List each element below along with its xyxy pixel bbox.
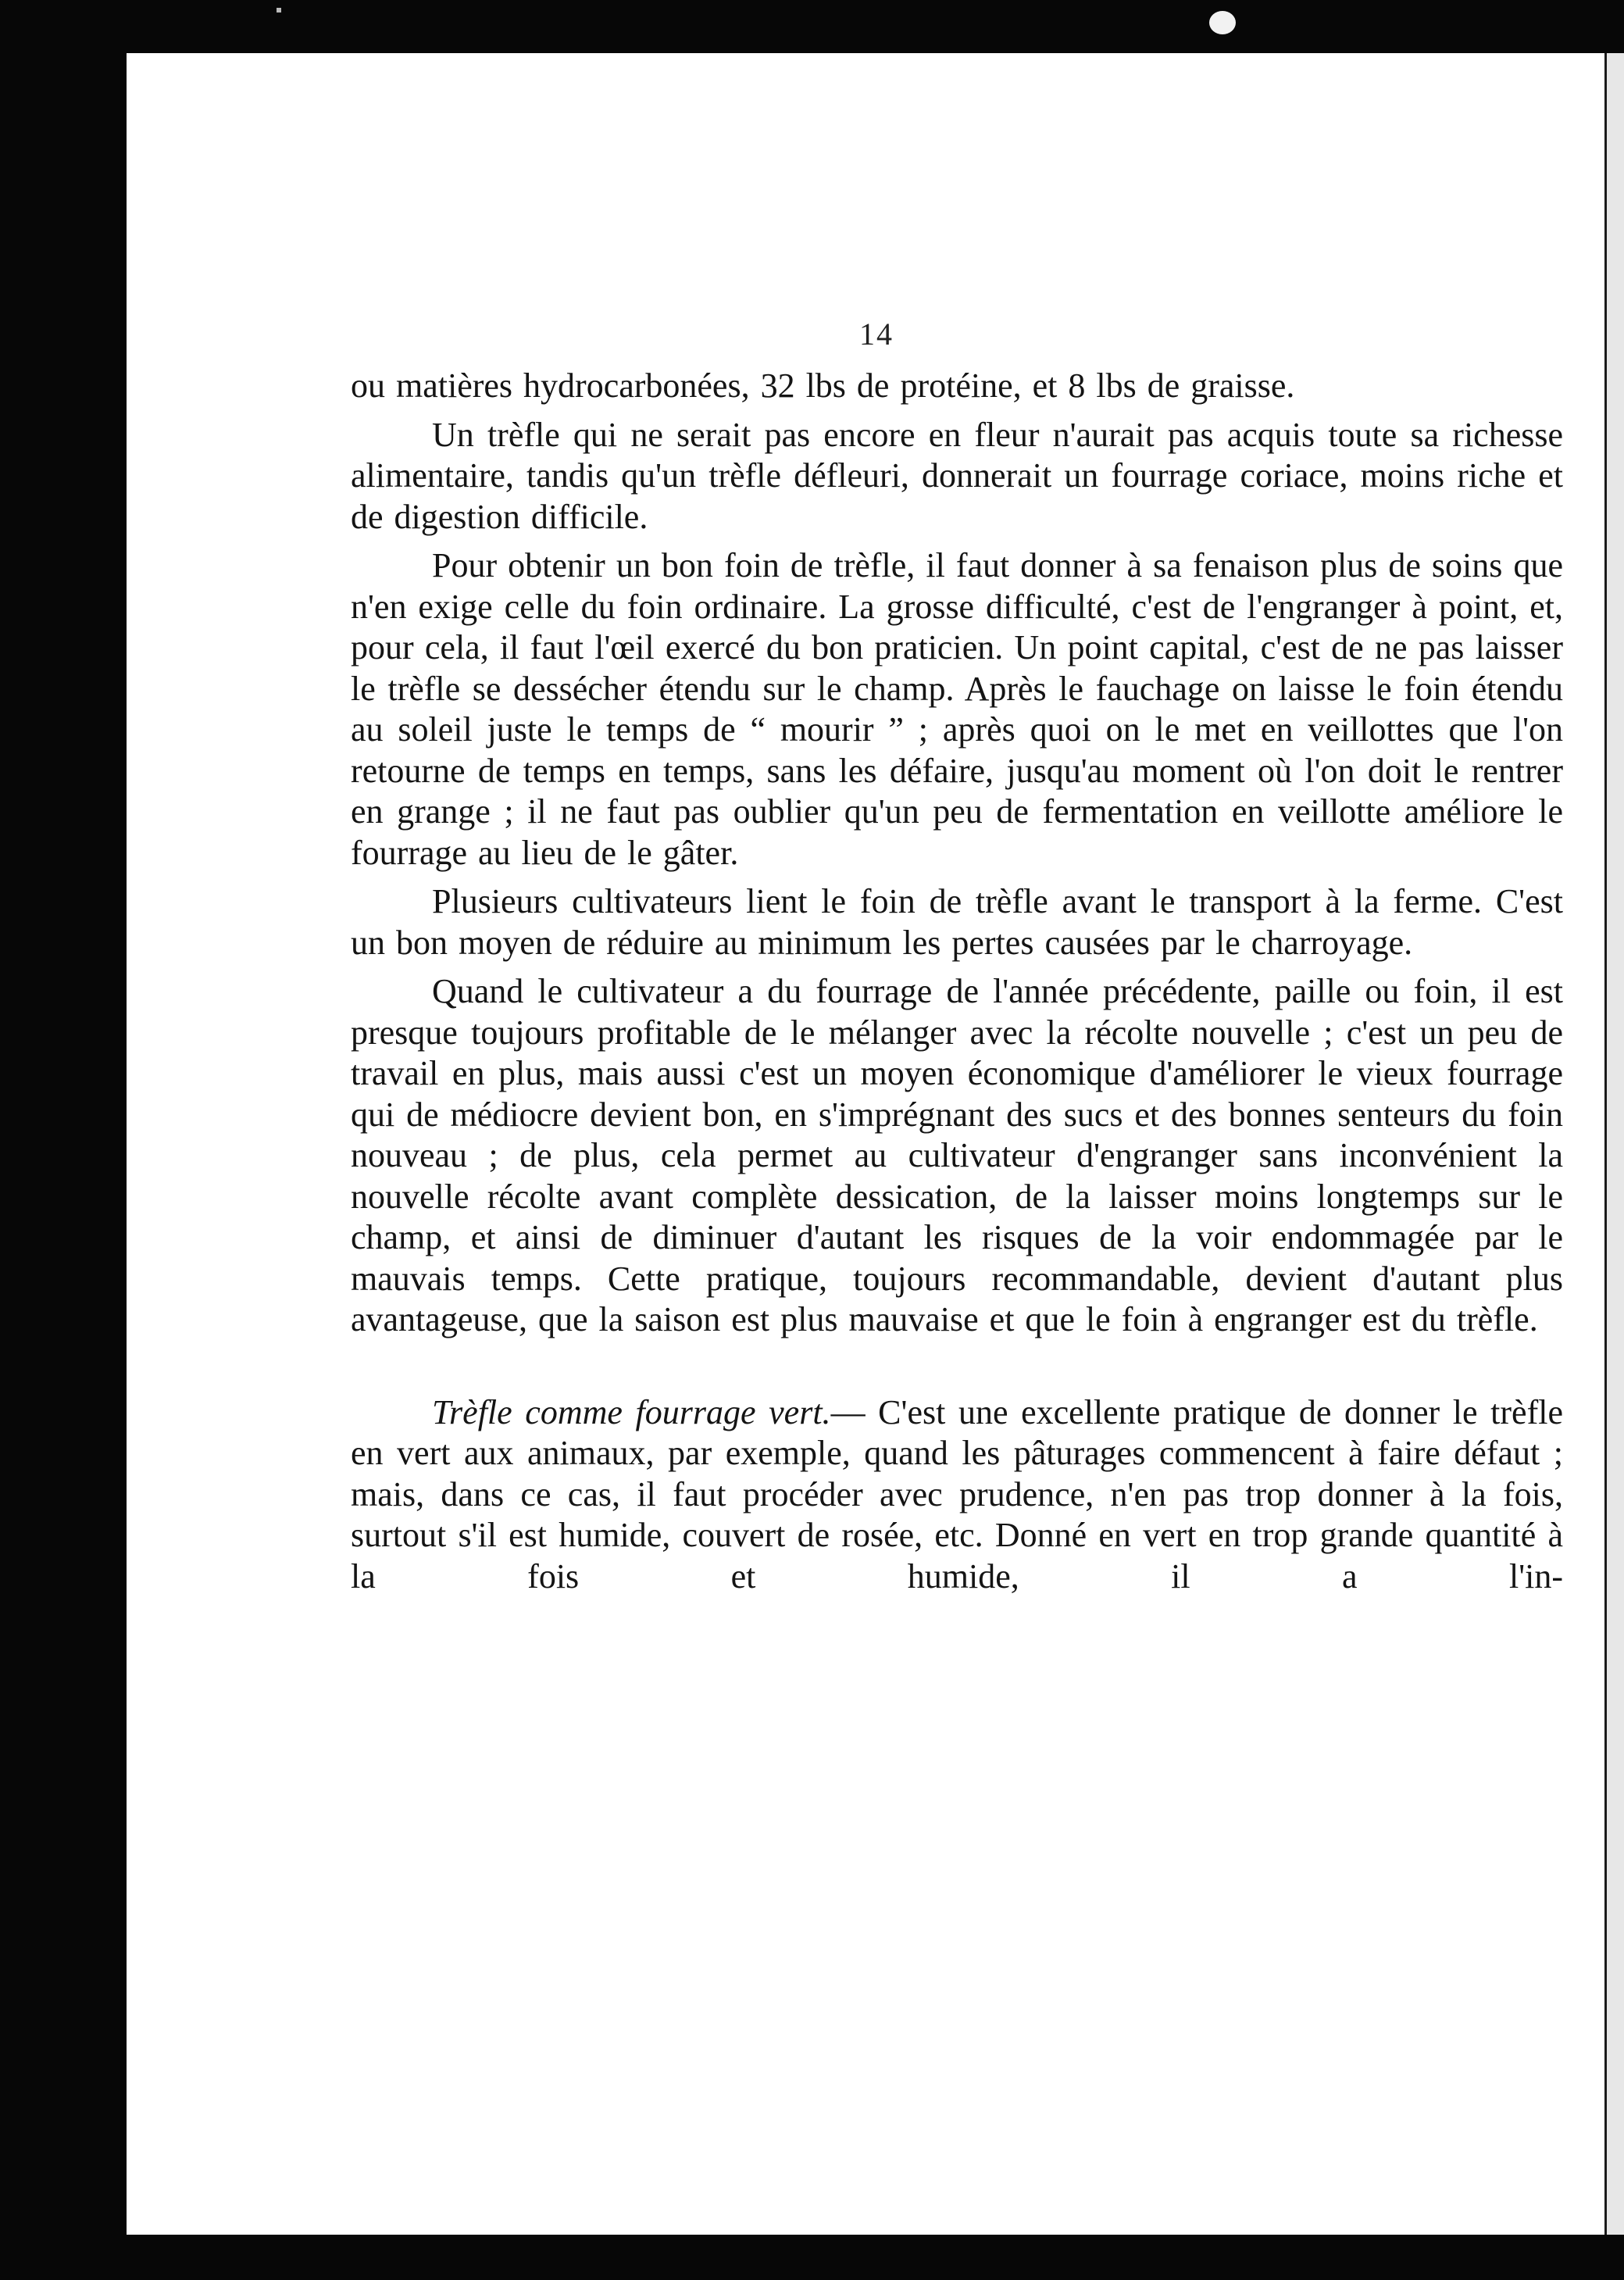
body-text: [351, 366, 1563, 1597]
section-heading: Trèfle comme fourrage vert.: [432, 1392, 831, 1431]
paragraph-text: ou matières hydrocarbonées, 32 lbs de protéine, et 8 lbs de graisse.: [351, 366, 1295, 405]
document-page: [127, 53, 1605, 2235]
paragraph-melange-fourrage: [351, 971, 1563, 1341]
paragraph-text: Pour obtenir un bon foin de trèfle, il faut donner à sa fenaison plus de soins que n'en exige celle du foin ordinaire. La grosse difficulté, c'est de l'engranger à point, et, pour cela, il faut l'œil exercé du bon praticien. Un point capital, c'est de ne pas laisser le trèfle se dessécher étendu sur le champ. Après le fauchage on laisse le foin étendu au soleil juste le temps de “ mourir ” ; après quoi on le met en veillottes que l'on retourne de temps en temps, sans les défaire, jusqu'au moment où l'on doit le rentrer en grange ; il ne faut pas oublier qu'un peu de fermentation en veillotte améliore le fourrage au lieu de le gâter.: [351, 546, 1563, 872]
paragraph-text: Plusieurs cultivateurs lient le foin de trèfle avant le transport à la ferme. C'est un bon moyen de réduire au minimum les pertes causées par le charroyage.: [351, 882, 1563, 962]
scan-dust-mark: [277, 8, 281, 13]
paragraph-text: Un trèfle qui ne serait pas encore en fleur n'aurait pas acquis toute sa richesse alimentaire, tandis qu'un trèfle défleuri, donnerait un fourrage coriace, moins riche et de digestion difficile.: [351, 415, 1563, 536]
paragraph-fenaison: [351, 545, 1563, 874]
paragraph-fourrage-vert: [351, 1392, 1563, 1598]
paragraph-transport: [351, 881, 1563, 963]
page-edge: [1604, 53, 1624, 2235]
paragraph-text: — C'est une excellente pratique de donner le trèfle en vert aux animaux, par exemple, quand les pâturages commencent à faire défaut ; mais, dans ce cas, il faut procéder avec prudence, n'en pas trop donner à la fois, surtout s'il est humide, couvert de rosée, etc. Donné en vert en trop grande quantité à la fois et humide, il a l'in-: [351, 1392, 1563, 1596]
page-number: 14: [859, 316, 894, 352]
paragraph-continuation: [351, 366, 1563, 407]
paragraph-text: Quand le cultivateur a du fourrage de l'année précédente, paille ou foin, il est presque toujours profitable de le mélanger avec la récolte nouvelle ; c'est un peu de travail en plus, mais aussi c'est un moyen économique d'améliorer le vieux fourrage qui de médiocre devient bon, en s'imprégnant des sucs et des bonnes senteurs du foin nouveau ; de plus, cela permet au cultivateur d'engranger sans inconvénient la nouvelle récolte avant complète dessication, de la laisser moins longtemps sur le champ, et ainsi de diminuer d'autant les risques de la voir endommagée par le mauvais temps. Cette pratique, toujours recommandable, devient d'autant plus avantageuse, que la saison est plus mauvaise et que le foin à engranger est du trèfle.: [351, 972, 1563, 1338]
scan-punch-mark: [1209, 11, 1236, 34]
paragraph-trefle-en-fleur: [351, 415, 1563, 538]
